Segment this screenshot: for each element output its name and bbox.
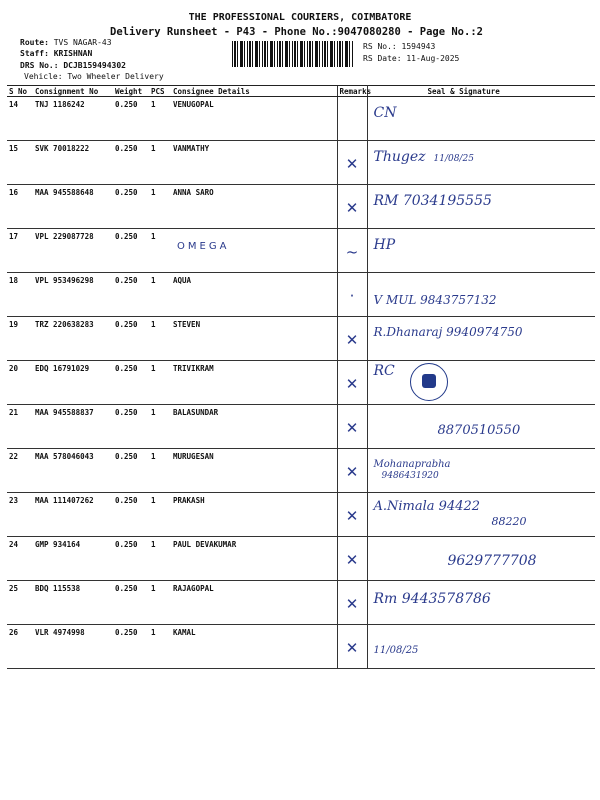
weight-cell: 0.250 [113, 273, 149, 317]
rs-date-line [363, 54, 459, 63]
remark-mark: ~ [345, 243, 359, 261]
table-row [7, 317, 595, 361]
pcs-cell: 1 [149, 185, 171, 229]
drs-label: DRS No.: [20, 61, 59, 70]
remarks-cell [337, 361, 367, 405]
sno-cell: 14 [7, 97, 33, 141]
remarks-cell [337, 581, 367, 625]
rs-no-label: RS No.: [363, 42, 397, 51]
remark-mark: ✕ [345, 595, 359, 613]
weight-cell: 0.250 [113, 185, 149, 229]
signature-text: Mohanaprabha [373, 459, 451, 470]
weight-cell: 0.250 [113, 141, 149, 185]
remark-mark: ✕ [345, 155, 359, 173]
signature-cell [367, 537, 595, 581]
sno-cell: 17 [7, 229, 33, 273]
table-row [7, 493, 595, 537]
signature-cell [367, 581, 595, 625]
signature-cell [367, 97, 595, 141]
weight-cell: 0.250 [113, 581, 149, 625]
table-row [7, 185, 595, 229]
delivery-table [7, 85, 595, 669]
sno-cell: 16 [7, 185, 33, 229]
handwritten-signature: 8870510550 [437, 423, 521, 438]
consignment-cell: MAA 578046043 [33, 449, 113, 493]
consignment-cell: BDQ 115538 [33, 581, 113, 625]
table-row [7, 273, 595, 317]
weight-cell: 0.250 [113, 317, 149, 361]
col-header-remarks: Remarks [337, 86, 367, 97]
handwritten-signature: 9629777708 [447, 553, 537, 569]
sno-cell: 23 [7, 493, 33, 537]
col-header-weight: Weight [113, 86, 149, 97]
handwritten-signature: HP [373, 237, 396, 253]
handwritten-consignee: OMEGA [177, 241, 230, 252]
handwritten-signature [374, 149, 474, 165]
pcs-cell: 1 [149, 537, 171, 581]
pcs-cell: 1 [149, 449, 171, 493]
table-row [7, 405, 595, 449]
table-body [7, 97, 595, 669]
handwritten-signature: Rm 9443578786 [373, 591, 491, 607]
remark-mark: · [349, 287, 355, 305]
route-value: TVS NAGAR-43 [53, 38, 112, 47]
signature-cell [367, 317, 595, 361]
sno-cell: 19 [7, 317, 33, 361]
signature-date: 11/08/25 [433, 154, 474, 164]
sno-cell: 18 [7, 273, 33, 317]
signature-cell [367, 449, 595, 493]
consignee-cell: TRIVIKRAM [171, 361, 337, 405]
consignment-cell: SVK 70018222 [33, 141, 113, 185]
runsheet-title: Delivery Runsheet - P43 - Phone No.:9047080280 - Page No.:2 [110, 26, 483, 38]
company-seal-stamp [410, 363, 448, 401]
consignment-cell: TNJ 1186242 [33, 97, 113, 141]
signature-phone: 9486431920 [381, 471, 439, 481]
consignment-cell: VPL 229087728 [33, 229, 113, 273]
consignee-cell: RAJAGOPAL [171, 581, 337, 625]
signature-cell [367, 625, 595, 669]
weight-cell: 0.250 [113, 493, 149, 537]
consignment-cell: TRZ 220638283 [33, 317, 113, 361]
handwritten-signature: R.Dhanaraj 9940974750 [373, 325, 523, 339]
vehicle-value: Two Wheeler Delivery [67, 72, 164, 81]
consignee-cell: AQUA [171, 273, 337, 317]
table-row [7, 97, 595, 141]
signature-phone: 88220 [491, 515, 527, 528]
remarks-cell [337, 229, 367, 273]
signature-cell [367, 493, 595, 537]
remarks-cell [337, 317, 367, 361]
sno-cell: 25 [7, 581, 33, 625]
handwritten-signature [374, 459, 451, 481]
consignment-cell: MAA 945588837 [33, 405, 113, 449]
remarks-cell [337, 185, 367, 229]
table-row [7, 449, 595, 493]
consignee-cell: PAUL DEVAKUMAR [171, 537, 337, 581]
remark-mark: ✕ [345, 419, 359, 437]
remark-mark: ✕ [345, 331, 359, 349]
remarks-cell [337, 625, 367, 669]
consignee-cell: BALASUNDAR [171, 405, 337, 449]
rs-date-label: RS Date: [363, 54, 402, 63]
consignee-cell: MURUGESAN [171, 449, 337, 493]
weight-cell: 0.250 [113, 537, 149, 581]
signature-text: Thugez [373, 149, 426, 165]
handwritten-signature: 11/08/25 [373, 645, 419, 656]
table-row [7, 361, 595, 405]
remark-mark: ✕ [345, 375, 359, 393]
handwritten-signature: V MUL 9843757132 [373, 293, 497, 307]
signature-cell [367, 273, 595, 317]
weight-cell: 0.250 [113, 625, 149, 669]
sno-cell: 21 [7, 405, 33, 449]
col-header-consignment: Consignment No [33, 86, 113, 97]
signature-cell [367, 185, 595, 229]
pcs-cell: 1 [149, 317, 171, 361]
consignee-cell: ANNA SARO [171, 185, 337, 229]
signature-text: A.Nimala 94422 [373, 499, 481, 514]
sno-cell: 20 [7, 361, 33, 405]
staff-label: Staff: [20, 49, 49, 58]
remarks-cell [337, 273, 367, 317]
rs-no-line [363, 42, 435, 51]
table-row [7, 625, 595, 669]
handwritten-signature [374, 499, 527, 529]
remark-mark: ✕ [345, 551, 359, 569]
remarks-cell [337, 405, 367, 449]
pcs-cell: 1 [149, 405, 171, 449]
weight-cell: 0.250 [113, 97, 149, 141]
signature-cell [367, 405, 595, 449]
consignee-cell: STEVEN [171, 317, 337, 361]
sno-cell: 24 [7, 537, 33, 581]
col-header-signature: Seal & Signature [367, 86, 595, 97]
remarks-cell [337, 449, 367, 493]
route-line [20, 38, 112, 47]
rs-no-value: 1594943 [401, 42, 436, 51]
col-header-consignee: Consignee Details [171, 86, 337, 97]
barcode [232, 41, 354, 67]
drs-value: DCJB159494302 [63, 61, 126, 70]
consignment-cell: VLR 4974998 [33, 625, 113, 669]
vehicle-label: Vehicle: [24, 72, 63, 81]
company-title: THE PROFESSIONAL COURIERS, COIMBATORE [188, 12, 412, 23]
signature-cell [367, 141, 595, 185]
signature-cell [367, 361, 595, 405]
consignee-cell: KAMAL [171, 625, 337, 669]
route-label: Route: [20, 38, 49, 47]
signature-cell [367, 229, 595, 273]
pcs-cell: 1 [149, 229, 171, 273]
pcs-cell: 1 [149, 273, 171, 317]
remarks-cell [337, 141, 367, 185]
pcs-cell: 1 [149, 97, 171, 141]
remark-mark: ✕ [345, 507, 359, 525]
handwritten-signature: CN [373, 105, 397, 121]
table-header [7, 86, 595, 97]
remark-mark: ✕ [345, 463, 359, 481]
pcs-cell: 1 [149, 141, 171, 185]
col-header-sno: S No [7, 86, 33, 97]
consignment-cell: MAA 945588648 [33, 185, 113, 229]
pcs-cell: 1 [149, 361, 171, 405]
remark-mark: ✕ [345, 199, 359, 217]
table-row [7, 537, 595, 581]
consignee-cell: VANMATHY [171, 141, 337, 185]
pcs-cell: 1 [149, 625, 171, 669]
pcs-cell: 1 [149, 493, 171, 537]
drs-line [20, 61, 126, 70]
rs-date-value: 11-Aug-2025 [406, 54, 460, 63]
vehicle-line [24, 72, 164, 81]
weight-cell: 0.250 [113, 449, 149, 493]
sno-cell: 22 [7, 449, 33, 493]
table-row [7, 141, 595, 185]
consignee-cell: PRAKASH [171, 493, 337, 537]
table-row [7, 229, 595, 273]
handwritten-signature: RC [373, 363, 395, 379]
consignment-cell: VPL 953496298 [33, 273, 113, 317]
sno-cell: 15 [7, 141, 33, 185]
weight-cell: 0.250 [113, 229, 149, 273]
staff-line [20, 49, 92, 58]
remarks-cell [337, 97, 367, 141]
sno-cell: 26 [7, 625, 33, 669]
handwritten-signature: RM 7034195555 [373, 193, 492, 209]
consignment-cell: EDQ 16791029 [33, 361, 113, 405]
consignment-cell: MAA 111407262 [33, 493, 113, 537]
weight-cell: 0.250 [113, 361, 149, 405]
staff-value: KRISHNAN [53, 49, 93, 58]
consignment-cell: GMP 934164 [33, 537, 113, 581]
pcs-cell: 1 [149, 581, 171, 625]
table-row [7, 581, 595, 625]
weight-cell: 0.250 [113, 405, 149, 449]
remarks-cell [337, 493, 367, 537]
col-header-pcs: PCS [149, 86, 171, 97]
consignee-cell [171, 229, 337, 273]
remark-mark: ✕ [345, 639, 359, 657]
remarks-cell [337, 537, 367, 581]
consignee-cell: VENUGOPAL [171, 97, 337, 141]
